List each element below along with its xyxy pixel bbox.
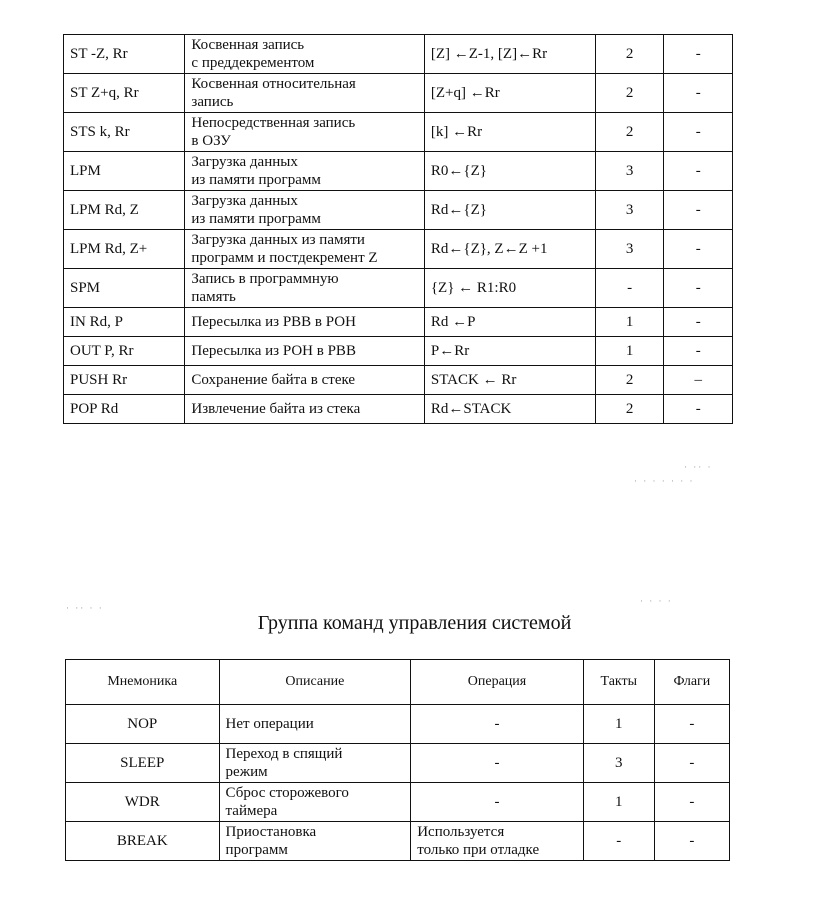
description-line: Сохранение байта в стеке [191,372,356,388]
header-operation: Операция [411,660,584,705]
description-cell [185,35,424,74]
table-header-row [66,660,730,705]
description-line: из памяти программ [191,211,321,227]
description-line: Загрузка данных [191,193,298,209]
scan-speck: · · · · · · · [634,476,695,486]
description-line: Загрузка данных из памяти [191,232,365,248]
cycles-cell: 1 [583,705,654,744]
description-line: Переход в спящий [225,746,343,762]
table-row [64,366,733,395]
description-cell [185,230,424,269]
table-row [64,152,733,191]
header-cycles: Такты [583,660,654,705]
description-line: с преддекрементом [191,55,315,71]
description-cell [185,113,424,152]
description-line: Пересылка из РВВ в РОН [191,314,356,330]
operation-cell: Rd←STACK [424,395,595,424]
operation-cell: R0←{Z} [424,152,595,191]
description-line: Нет операции [225,716,314,732]
description-line: программ и постдекремент Z [191,250,378,266]
mnemonic-cell: BREAK [66,822,220,861]
description-cell [219,822,411,861]
flags-cell: - [664,191,733,230]
flags-cell: - [654,822,729,861]
instruction-table-system-control [65,659,730,861]
flags-cell: - [664,152,733,191]
cycles-cell: 3 [595,152,664,191]
description-cell [219,744,411,783]
mnemonic-cell: ST Z+q, Rr [64,74,185,113]
description-line: таймера [225,803,278,819]
description-line: Извлечение байта из стека [191,401,361,417]
operation-cell: [Z] ←Z-1, [Z]←Rr [424,35,595,74]
mnemonic-cell: LPM Rd, Z+ [64,230,185,269]
mnemonic-cell: STS k, Rr [64,113,185,152]
description-cell [185,152,424,191]
table-row [64,337,733,366]
table-row [66,822,730,861]
description-cell [185,74,424,113]
description-line: режим [225,764,268,780]
description-cell [185,337,424,366]
instruction-table-data-transfer [63,34,733,424]
scan-speck: · ·· · · [66,603,104,613]
operation-cell [411,705,584,744]
description-cell [185,269,424,308]
header-description: Описание [219,660,411,705]
cycles-cell: 2 [595,35,664,74]
table-row [64,230,733,269]
operation-cell: P←Rr [424,337,595,366]
scan-speck: · · · · [640,596,673,606]
header-flags: Флаги [654,660,729,705]
description-cell [185,366,424,395]
mnemonic-cell: WDR [66,783,220,822]
description-line: память [191,289,236,305]
flags-cell: - [654,744,729,783]
table-row [66,783,730,822]
description-cell [185,308,424,337]
instruction-table-body [64,35,733,424]
mnemonic-cell: LPM [64,152,185,191]
header-mnemonic: Мнемоника [66,660,220,705]
operation-cell [411,744,584,783]
mnemonic-cell: ST -Z, Rr [64,35,185,74]
description-line: в ОЗУ [191,133,231,149]
description-line: Сброс сторожевого [225,785,349,801]
description-line: Пересылка из РОН в РВВ [191,343,356,359]
flags-cell: - [664,35,733,74]
mnemonic-cell: PUSH Rr [64,366,185,395]
flags-cell: – [664,366,733,395]
scan-speck: · ·· · [684,462,713,472]
operation-cell: Rd←{Z} [424,191,595,230]
mnemonic-cell: SLEEP [66,744,220,783]
table-row [64,74,733,113]
description-cell [185,191,424,230]
flags-cell: - [664,337,733,366]
mnemonic-cell: NOP [66,705,220,744]
operation-cell [411,783,584,822]
cycles-cell: 1 [595,308,664,337]
description-line: Непосредственная запись [191,115,356,131]
description-line: программ [225,842,288,858]
mnemonic-cell: POP Rd [64,395,185,424]
table-row [64,35,733,74]
cycles-cell: - [583,822,654,861]
cycles-cell: 1 [583,783,654,822]
cycles-cell: 2 [595,113,664,152]
flags-cell: - [664,74,733,113]
description-line: Запись в программную [191,271,339,287]
mnemonic-cell: IN Rd, P [64,308,185,337]
cycles-cell: 2 [595,395,664,424]
cycles-cell: - [595,269,664,308]
flags-cell: - [664,308,733,337]
description-cell [185,395,424,424]
description-line: запись [191,94,234,110]
flags-cell: - [664,269,733,308]
description-line: Приостановка [225,824,317,840]
operation-cell: [Z+q] ←Rr [424,74,595,113]
table-row [66,705,730,744]
cycles-cell: 1 [595,337,664,366]
description-cell [219,705,411,744]
flags-cell: - [664,395,733,424]
flags-cell: - [664,113,733,152]
mnemonic-cell: OUT P, Rr [64,337,185,366]
operation-line: - [494,755,500,771]
cycles-cell: 2 [595,74,664,113]
flags-cell: - [654,705,729,744]
operation-cell: Rd←{Z}, Z←Z +1 [424,230,595,269]
operation-cell: STACK ← Rr [424,366,595,395]
cycles-cell: 3 [595,191,664,230]
cycles-cell: 3 [595,230,664,269]
operation-line: Используется [417,824,505,840]
mnemonic-cell: LPM Rd, Z [64,191,185,230]
operation-cell: {Z} ← R1:R0 [424,269,595,308]
table-row [66,744,730,783]
operation-line: только при отладке [417,842,540,858]
description-line: Загрузка данных [191,154,298,170]
table-row [64,269,733,308]
operation-line: - [494,716,500,732]
section-heading: Группа команд управления системой [257,612,572,634]
flags-cell: - [654,783,729,822]
system-table-body [66,705,730,861]
operation-cell: Rd ←P [424,308,595,337]
description-cell [219,783,411,822]
cycles-cell: 3 [583,744,654,783]
table-row [64,191,733,230]
cycles-cell: 2 [595,366,664,395]
table-row [64,395,733,424]
flags-cell: - [664,230,733,269]
table-row [64,308,733,337]
operation-line: - [494,794,500,810]
description-line: из памяти программ [191,172,321,188]
description-line: Косвенная относительная [191,76,356,92]
description-line: Косвенная запись [191,37,305,53]
operation-cell: [k] ←Rr [424,113,595,152]
table-row [64,113,733,152]
mnemonic-cell: SPM [64,269,185,308]
operation-cell [411,822,584,861]
